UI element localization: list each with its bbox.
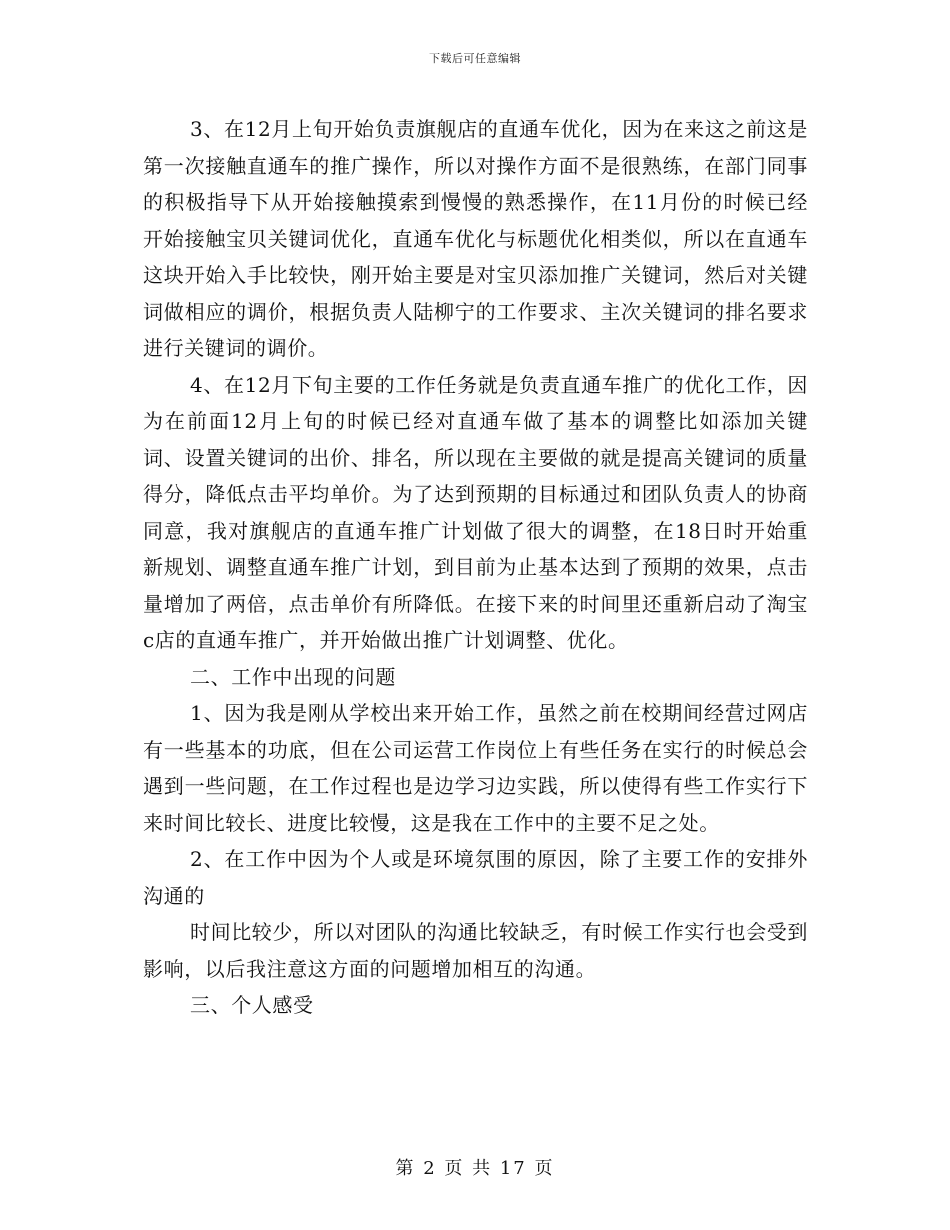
page-number-footer: 第 2 页 共 17 页: [395, 1158, 555, 1179]
paragraph-item-4: 4、在12月下旬主要的工作任务就是负责直通车推广的优化工作，因为在前面12月上旬的时候已经对直通车做了基本的调整比如添加关键词、设置关键词的出价、排名，所以现在主要做的就是提高关键词的质量得分，降低点击平均单价。为了达到预期的目标通过和团队负责人的协商同意，我对旗舰店的直通车推广计划做了很大的调整，在18日时开始重新规划、调整直通车推广计划，到目前为止基本达到了预期的效果，点击量增加了两倍，点击单价有所降低。在接下来的时间里还重新启动了淘宝c店的直通车推广，并开始做出推广计划调整、优化。: [143, 372, 808, 652]
paragraph-problem-2-continued: 时间比较少，所以对团队的沟通比较缺乏，有时候工作实行也会受到影响，以后我注意这方面的问题增加相互的沟通。: [143, 920, 808, 981]
section-heading-feelings: 三、个人感受: [190, 993, 314, 1017]
page-header: 下载后可任意编辑: [429, 52, 521, 65]
paragraph-problem-1: 1、因为我是刚从学校出来开始工作，虽然之前在校期间经营过网店有一些基本的功底，但在公司运营工作岗位上有些任务在实行的时候总会遇到一些问题，在工作过程也是边学习边实践，所以使得有些工作实行下来时间比较长、进度比较慢，这是我在工作中的主要不足之处。: [143, 701, 808, 835]
section-heading-problems: 二、工作中出现的问题: [190, 664, 396, 689]
paragraph-item-3: 3、在12月上旬开始负责旗舰店的直通车优化，因为在来这之前这是第一次接触直通车的推广操作，所以对操作方面不是很熟练，在部门同事的积极指导下从开始接触摸索到慢慢的熟悉操作，在11月份的时候已经开始接触宝贝关键词优化，直通车优化与标题优化相类似，所以在直通车这块开始入手比较快，刚开始主要是对宝贝添加推广关键词，然后对关键词做相应的调价，根据负责人陆柳宁的工作要求、主次关键词的排名要求进行关键词的调价。: [143, 117, 808, 360]
paragraph-problem-2: 2、在工作中因为个人或是环境氛围的原因，除了主要工作的安排外沟通的: [143, 847, 808, 908]
document-body: [143, 111, 808, 1024]
